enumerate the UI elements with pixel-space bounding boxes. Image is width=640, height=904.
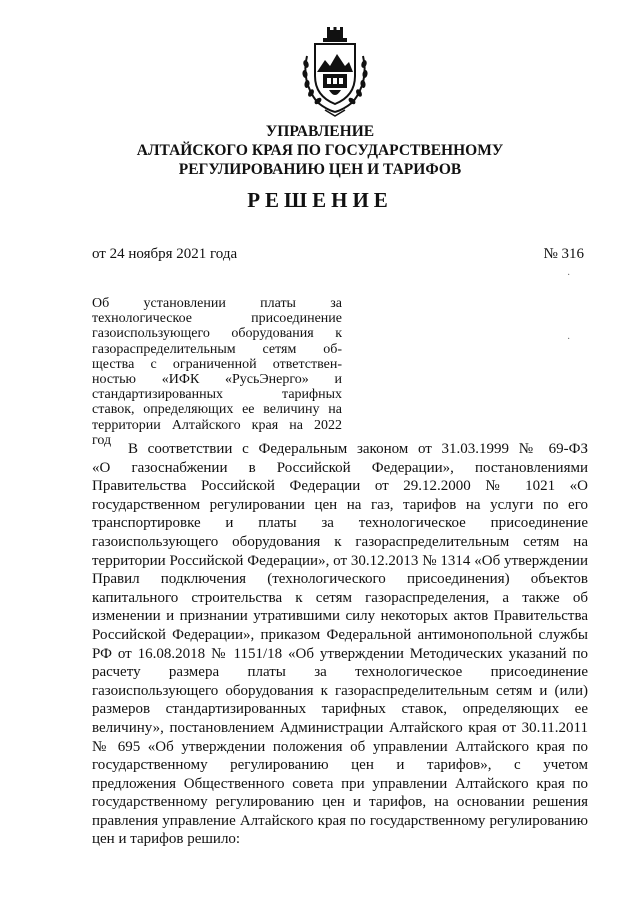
body-line: правления управление Алтайского края по государственному регулированию	[92, 812, 588, 829]
body-line: транспортировке и платы за технологическое присоединение	[92, 515, 588, 532]
body-line: размеров стандартизированных тарифных ставок, определяющих ее	[92, 701, 588, 718]
subject-line: стандартизированных тарифных	[92, 387, 342, 403]
scan-dot: ·	[567, 270, 571, 281]
body-line: «О газоснабжении в Российской Федерации», постановлениями	[92, 459, 588, 476]
document-body	[92, 440, 588, 849]
subject-line: Об установлении платы за	[92, 296, 342, 311]
body-line: государственном регулировании цен на газ, тарифов на услуги по его	[92, 496, 588, 513]
document-date: от 24 ноября 2021 года	[92, 246, 238, 262]
subject-line: газораспределительным сетям об-	[92, 341, 342, 357]
subject-line: газоиспользующего оборудования к	[92, 326, 342, 342]
org-line: УПРАВЛЕНИЕ	[265, 123, 375, 140]
body-line: расчету размера платы за технологическое присоединение	[92, 664, 588, 681]
body-line: № 695 «Об утверждении положения об управлении Алтайского края по	[92, 738, 588, 755]
subject-line: территории Алтайского края на 2022	[92, 417, 342, 433]
body-line: предложения Общественного совета при управлении Алтайского края по	[92, 775, 588, 792]
body-line: цен и тарифов решило:	[92, 831, 241, 848]
body-line: капитального строительства к сетям газораспределения, а также об	[92, 589, 588, 606]
document-subject	[92, 296, 342, 448]
body-line: РФ от 16.08.2018 № 1151/18 «Об утверждении Методических указаний по	[92, 645, 588, 662]
body-line: государственному регулированию цен и тарифов, на основании решения	[92, 794, 588, 811]
body-line: территории Российской Федерации», от 30.12.2013 № 1314 «Об утверждении	[92, 552, 588, 569]
body-line: В соответствии с Федеральным законом от 31.03.1999 № 69-ФЗ	[128, 441, 588, 457]
subject-line: ставок, определяющих ее величину на	[92, 402, 342, 418]
org-line: РЕГУЛИРОВАНИЮ ЦЕН И ТАРИФОВ	[178, 161, 462, 178]
body-line: величину», постановлением Администрации Алтайского края от 30.11.2011	[92, 719, 588, 736]
subject-line: ностью «ИФК «РусьЭнерго» и	[92, 371, 342, 387]
body-line: газоиспользующего оборудования к газораспределительным сетям на	[92, 533, 588, 550]
body-line: государственному регулированию цен и тарифов», с учетом	[92, 757, 588, 774]
org-line: АЛТАЙСКОГО КРАЯ ПО ГОСУДАРСТВЕННОМУ	[136, 142, 504, 159]
body-line: Российской Федерации», приказом Федеральной антимонопольной службы	[92, 626, 588, 643]
organization-name	[0, 122, 640, 179]
subject-line: щества с ограниченной ответствен-	[92, 356, 342, 372]
document-number: № 316	[543, 246, 584, 262]
body-line: газоиспользующего оборудования к газораспределительным сетям и (или)	[92, 682, 588, 699]
body-line: изменении и признании утратившими силу некоторых актов Правительства	[92, 608, 588, 625]
coat-of-arms-icon	[297, 26, 373, 118]
scan-dot: ·	[567, 334, 571, 345]
body-line: Правительства Российской Федерации от 29.12.2000 № 1021 «О	[92, 478, 588, 495]
body-line: Правил подключения (технологического присоединения) объектов	[92, 571, 588, 588]
subject-line: год	[92, 432, 112, 448]
subject-line: технологическое присоединение	[92, 311, 342, 327]
document-type-title: РЕШЕНИЕ	[247, 188, 393, 212]
